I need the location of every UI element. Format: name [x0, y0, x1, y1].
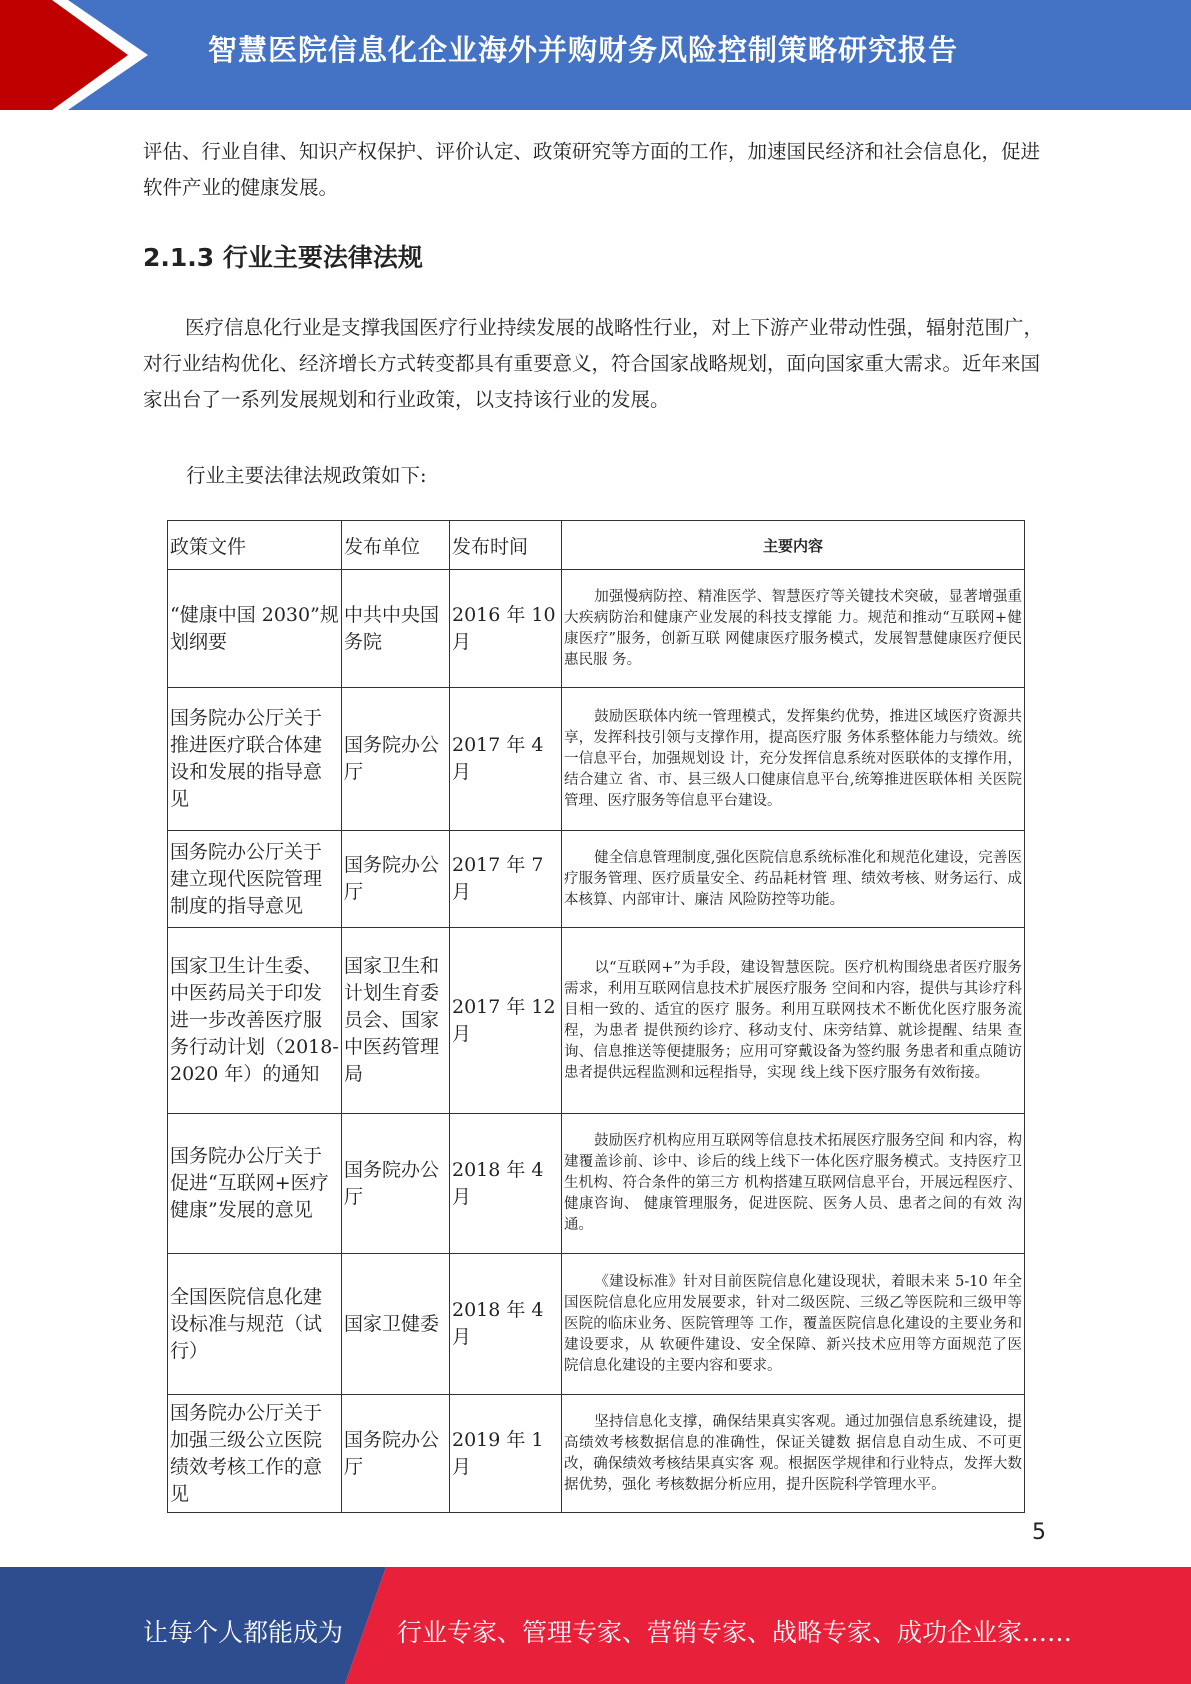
table-row: [168, 928, 1025, 1114]
header-arrow-decoration: [0, 0, 160, 110]
cell-content: 以“互联网+”为手段，建设智慧医院。医疗机构围绕患者医疗服务需求，利用互联网信息技术扩展医疗服务 空间和内容，提供与其诊疗科目相一致的、适宜的医疗 服务。利用互联网技术不断优化医疗服务流程，为患者 提供预约诊疗、移动支付、床旁结算、就诊提醒、结果 查询、信息推送等便捷服务；应用可穿戴设备为签约服 务患者和重点随访患者提供远程监测和远程指导，实现 线上线下医疗服务有效衔接。: [562, 928, 1025, 1114]
cell-doc: 全国医院信息化建设标准与规范（试行）: [168, 1254, 342, 1395]
cell-content: 坚持信息化支撑，确保结果真实客观。通过加强信息系统建设，提高绩效考核数据信息的准确性，保证关键数 据信息自动生成、不可更改，确保绩效考核结果真实客 观。根据医学规律和行业特点，发挥大数据优势，强化 考核数据分析应用，提升医院科学管理水平。: [562, 1395, 1025, 1513]
report-title: 智慧医院信息化企业海外并购财务风险控制策略研究报告: [208, 33, 959, 67]
footer-slogan-left: 让每个人都能成为: [143, 1618, 344, 1647]
cell-date: 2017 年 7 月: [450, 831, 562, 928]
cell-doc: 国务院办公厅关于促进“互联网+医疗健康”发展的意见: [168, 1114, 342, 1254]
cell-unit: 国家卫健委: [342, 1254, 450, 1395]
table-row: [168, 1254, 1025, 1395]
cell-unit: 国家卫生和计划生育委员会、国家中医药管理局: [342, 928, 450, 1114]
table-row: [168, 1395, 1025, 1513]
cell-unit: 国务院办公厅: [342, 688, 450, 831]
header-doc: 政策文件: [168, 521, 342, 570]
header-unit: 发布单位: [342, 521, 450, 570]
cell-content: 鼓励医联体内统一管理模式，发挥集约优势，推进区域医疗资源共享，发挥科技引领与支撑作用，提高医疗服 务体系整体能力与绩效。统一信息平台，加强规划设 计，充分发挥信息系统对医联体的支撑作用，结合建立 省、市、县三级人口健康信息平台,统筹推进医联体相 关医院管理、医疗服务等信息平台建设。: [562, 688, 1025, 831]
footer-banner: [0, 1567, 1191, 1684]
cell-content: 健全信息管理制度,强化医院信息系统标准化和规范化建设，完善医疗服务管理、医疗质量安全、药品耗材管 理、绩效考核、财务运行、成本核算、内部审计、廉洁 风险防控等功能。: [562, 831, 1025, 928]
table-row: [168, 1114, 1025, 1254]
header-date: 发布时间: [450, 521, 562, 570]
paragraph-industry: 医疗信息化行业是支撑我国医疗行业持续发展的战略性行业，对上下游产业带动性强，辐射范围广，对行业结构优化、经济增长方式转变都具有重要意义，符合国家战略规划，面向国家重大需求。近年来国家出台了一系列发展规划和行业政策，以支持该行业的发展。: [143, 316, 1044, 411]
cell-content: 鼓励医疗机构应用互联网等信息技术拓展医疗服务空间 和内容，构建覆盖诊前、诊中、诊后的线上线下一体化医疗服务模式。支持医疗卫生机构、符合条件的第三方 机构搭建互联网信息平台，开展远程医疗、健康咨询、 健康管理服务，促进医院、医务人员、患者之间的有效 沟通。: [562, 1114, 1025, 1254]
header-banner: [0, 0, 1191, 110]
cell-doc: “健康中国 2030”规划纲要: [168, 570, 342, 688]
cell-date: 2019 年 1 月: [450, 1395, 562, 1513]
cell-unit: 中共中央国务院: [342, 570, 450, 688]
cell-unit: 国务院办公厅: [342, 1114, 450, 1254]
cell-content: 加强慢病防控、精准医学、智慧医疗等关键技术突破，显著增强重大疾病防治和健康产业发展的科技支撑能 力。规范和推动“互联网+健康医疗”服务，创新互联 网健康医疗服务模式，发展智慧健康医疗便民惠民服 务。: [562, 570, 1025, 688]
cell-content: 《建设标准》针对目前医院信息化建设现状，着眼未来 5-10 年全国医院信息化应用发展要求，针对二级医院、三级乙等医院和三级甲等医院的临床业务、医院管理等 工作，覆盖医院信息化建设的主要业务和建设要求，从 软硬件建设、安全保障、新兴技术应用等方面规范了医 院信息化建设的主要内容和要求。: [562, 1254, 1025, 1395]
cell-unit: 国务院办公厅: [342, 831, 450, 928]
cell-unit: 国务院办公厅: [342, 1395, 450, 1513]
cell-date: 2017 年 12 月: [450, 928, 562, 1114]
policy-table: [167, 520, 1025, 1513]
table-row: [168, 688, 1025, 831]
header-content: 主要内容: [562, 521, 1025, 570]
cell-doc: 国务院办公厅关于推进医疗联合体建设和发展的指导意见: [168, 688, 342, 831]
cell-doc: 国务院办公厅关于建立现代医院管理制度的指导意见: [168, 831, 342, 928]
section-heading: 2.1.3 行业主要法律法规: [143, 243, 423, 272]
cell-date: 2016 年 10 月: [450, 570, 562, 688]
table-row: [168, 831, 1025, 928]
cell-date: 2018 年 4 月: [450, 1254, 562, 1395]
table-row: [168, 570, 1025, 688]
table-header-row: [168, 521, 1025, 570]
cell-date: 2018 年 4 月: [450, 1114, 562, 1254]
cell-date: 2017 年 4 月: [450, 688, 562, 831]
cell-doc: 国家卫生计生委、中医药局关于印发进一步改善医疗服务行动计划（2018-2020 年）的通知: [168, 928, 342, 1114]
footer-slogan-right: 行业专家、管理专家、营销专家、战略专家、成功企业家……: [397, 1618, 1073, 1647]
page-number: 5: [1032, 1520, 1046, 1545]
paragraph-intro: 评估、行业自律、知识产权保护、评价认定、政策研究等方面的工作，加速国民经济和社会信息化，促进软件产业的健康发展。: [143, 140, 1041, 199]
cell-doc: 国务院办公厅关于加强三级公立医院绩效考核工作的意见: [168, 1395, 342, 1513]
paragraph-table-intro: 行业主要法律法规政策如下:: [186, 464, 427, 487]
